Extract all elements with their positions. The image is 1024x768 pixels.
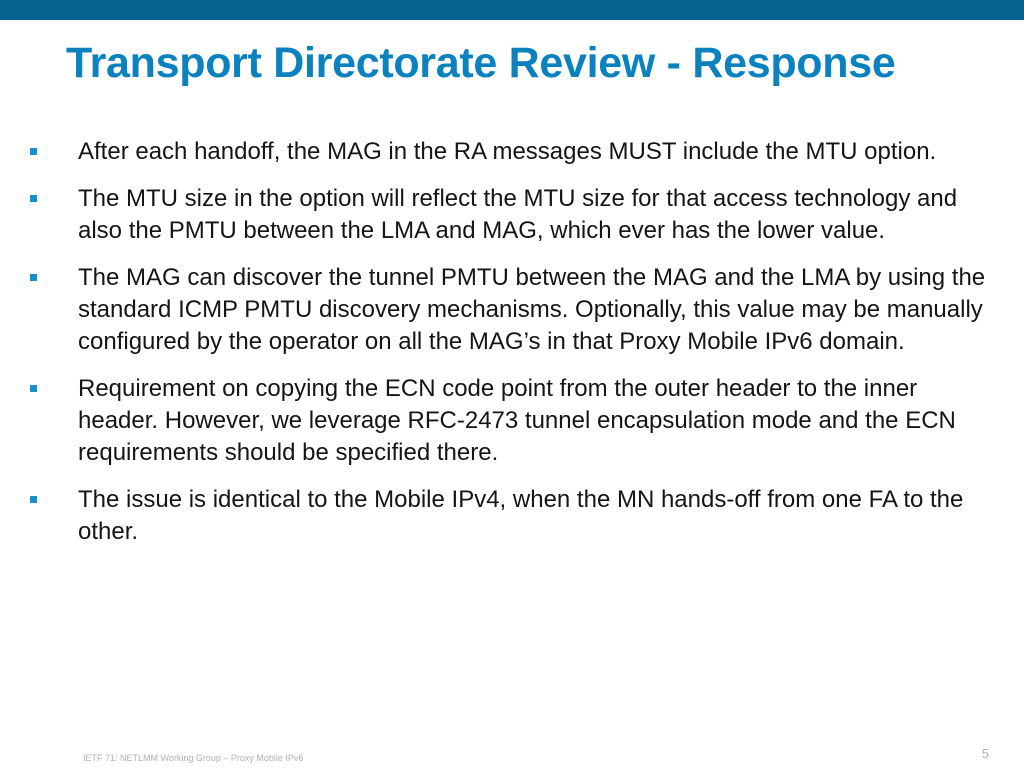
- square-bullet-icon: [30, 274, 37, 281]
- bullet-text: The MTU size in the option will reflect the MTU size for that access technology and also the PMTU between the LMA and MAG, which ever has the lower value.: [78, 185, 958, 244]
- bullet-text: The issue is identical to the Mobile IPv4, when the MN hands-off from one FA to the other.: [78, 486, 964, 545]
- square-bullet-icon: [30, 385, 37, 392]
- bullet-text: Requirement on copying the ECN code point from the outer header to the inner header. However, we leverage RFC-2473 tunnel encapsulation mode and the ECN requirements should be specified there.: [78, 375, 956, 466]
- bullet-item: [30, 262, 1000, 358]
- bullet-item: [30, 183, 1000, 247]
- bullet-item: [30, 136, 1000, 168]
- bullet-item: [30, 373, 1000, 469]
- top-bar: [0, 0, 1024, 20]
- bullet-text: After each handoff, the MAG in the RA messages MUST include the MTU option.: [78, 138, 937, 165]
- bullet-list: [30, 136, 1000, 563]
- bullet-item: [30, 484, 1000, 548]
- square-bullet-icon: [30, 496, 37, 503]
- square-bullet-icon: [30, 148, 37, 155]
- bullet-text: The MAG can discover the tunnel PMTU between the MAG and the LMA by using the standard ICMP PMTU discovery mechanisms. Optionally, this value may be manually configured by the operator on all the MAG’s in that Proxy Mobile IPv6 domain.: [78, 264, 986, 355]
- page-number: 5: [981, 746, 989, 761]
- footer-text: IETF 71: NETLMM Working Group – Proxy Mobile IPv6: [83, 753, 304, 763]
- slide-title: Transport Directorate Review - Response: [66, 39, 896, 87]
- square-bullet-icon: [30, 195, 37, 202]
